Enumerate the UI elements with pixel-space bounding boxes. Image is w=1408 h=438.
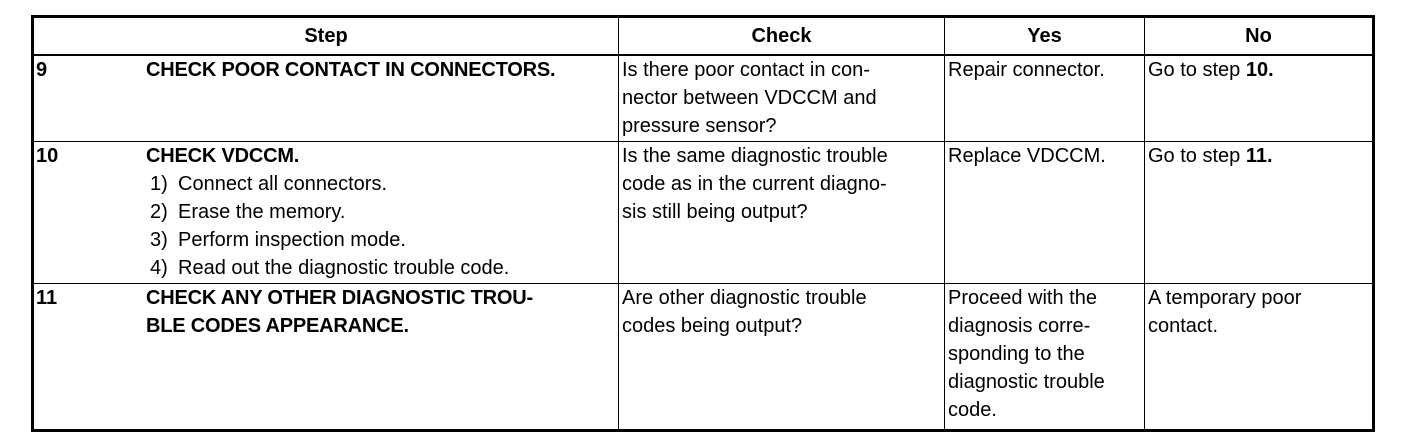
substep-text: Erase the memory. [178, 200, 346, 223]
header-yes: Yes [945, 17, 1145, 56]
header-step: Step [33, 17, 619, 56]
diagnostic-table [31, 15, 1375, 432]
header-check: Check [619, 17, 945, 56]
substep-number: 2) [150, 200, 168, 223]
substep-list [146, 170, 618, 282]
table-header-row [33, 17, 1374, 56]
yes-cell: Replace VDCCM. [945, 141, 1145, 283]
no-cell [1145, 141, 1374, 283]
no-text: A temporary poor contact. [1148, 286, 1302, 337]
check-cell: Are other diagnostic trouble codes being output? [619, 283, 945, 430]
step-number: 11 [36, 286, 58, 309]
no-cell [1145, 283, 1374, 430]
yes-cell: Repair connector. [945, 55, 1145, 141]
header-no: No [1145, 17, 1374, 56]
step-title: CHECK VDCCM. [146, 144, 300, 167]
step-number: 9 [36, 59, 48, 81]
substep-item [150, 254, 618, 282]
table-row [33, 141, 1374, 283]
substep-text: Perform inspection mode. [178, 228, 406, 251]
substep-text: Connect all connectors. [178, 172, 388, 195]
step-cell [33, 141, 619, 283]
table-row [33, 283, 1374, 430]
step-body [34, 142, 618, 282]
goto-step-number: 10. [1245, 59, 1274, 81]
table-body [33, 55, 1374, 430]
no-text: Go to step [1148, 59, 1246, 81]
step-title: CHECK ANY OTHER DIAGNOSTIC TROU- BLE CODES APPEARANCE. [146, 286, 533, 337]
substep-item [150, 198, 618, 226]
goto-step-number: 11. [1245, 144, 1273, 167]
step-body [34, 56, 618, 84]
substep-number: 4) [150, 256, 168, 279]
step-title: CHECK POOR CONTACT IN CONNECTORS. [146, 59, 556, 81]
step-cell [33, 283, 619, 430]
substep-number: 3) [150, 228, 168, 251]
step-cell [33, 55, 619, 141]
substep-item [150, 170, 618, 198]
step-number: 10 [36, 144, 59, 167]
substep-text: Read out the diagnostic trouble code. [178, 256, 510, 279]
no-text: Go to step [1148, 144, 1246, 167]
yes-cell: Proceed with the diagnosis corre- sponding to the diagnostic trouble code. [945, 283, 1145, 430]
substep-number: 1) [150, 172, 168, 195]
table-row [33, 55, 1374, 141]
check-cell: Is there poor contact in con- nector between VDCCM and pressure sensor? [619, 55, 945, 141]
check-cell: Is the same diagnostic trouble code as in the current diagno- sis still being output? [619, 141, 945, 283]
no-cell [1145, 55, 1374, 141]
substep-item [150, 226, 618, 254]
step-body [34, 284, 618, 340]
